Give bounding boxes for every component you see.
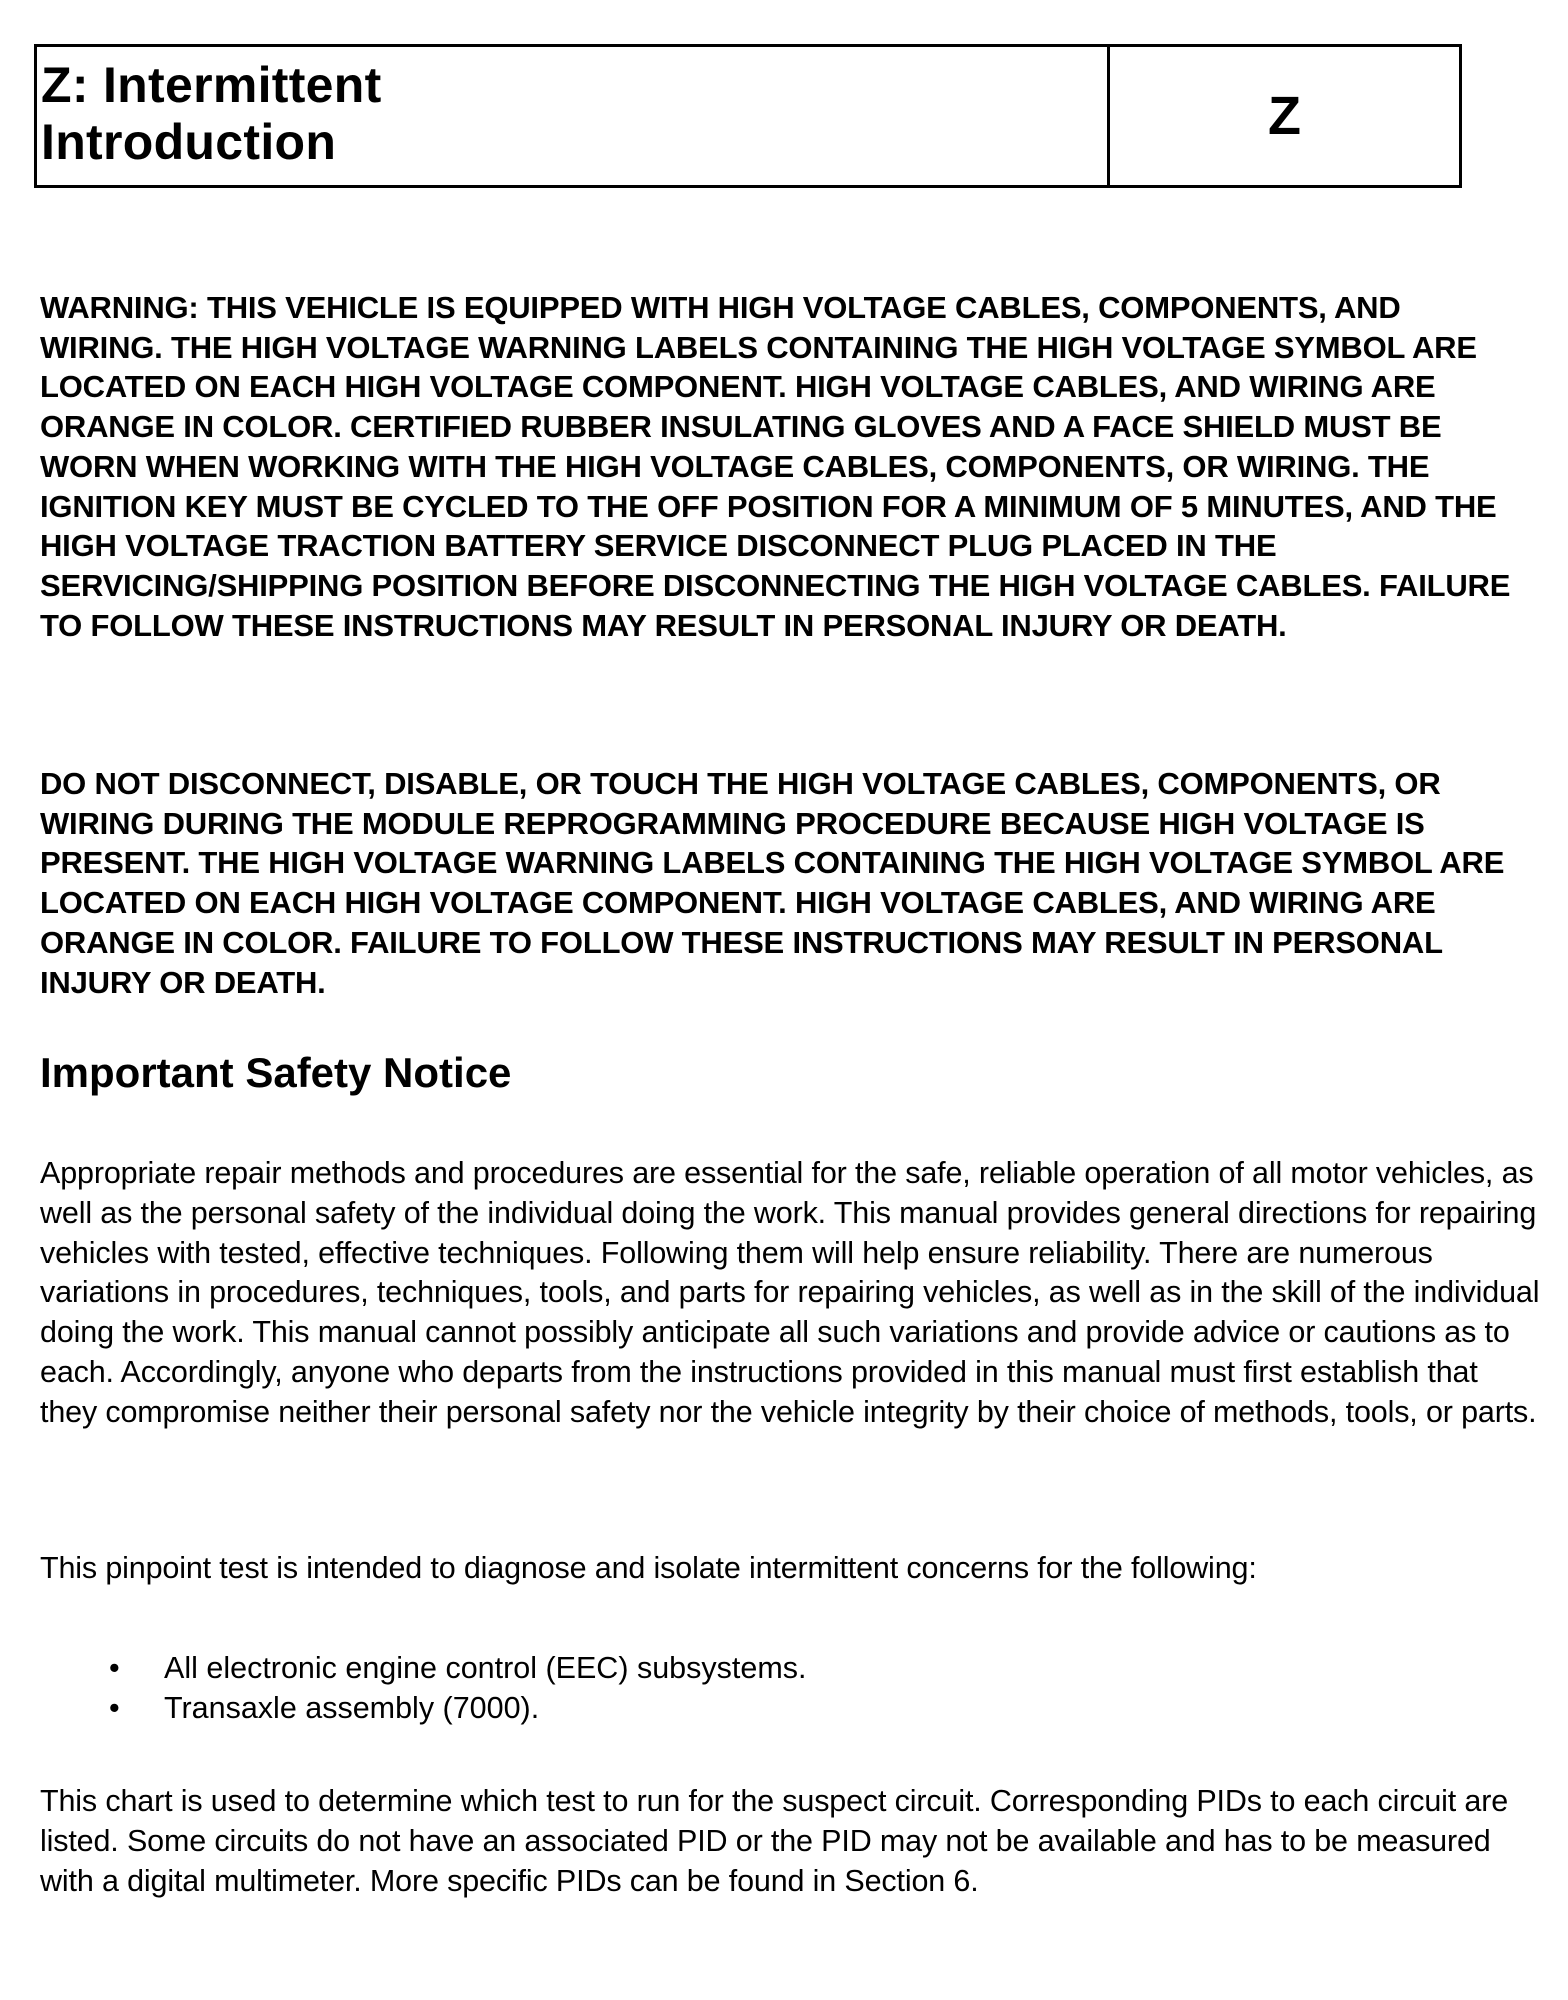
pinpoint-intro-text: This pinpoint test is intended to diagnose and isolate intermittent concerns for the following:	[40, 1551, 1257, 1585]
title-cell	[37, 47, 1110, 185]
bullet-icon: •	[109, 1651, 120, 1685]
concern-list	[100, 1648, 806, 1728]
list-item	[100, 1688, 806, 1728]
document-title-line2: Introduction	[41, 114, 337, 170]
safety-notice-heading: Important Safety Notice	[40, 1049, 512, 1096]
high-voltage-warning: WARNING: THIS VEHICLE IS EQUIPPED WITH HIGH VOLTAGE CABLES, COMPONENTS, AND WIRING. THE HIGH VOLTAGE WARNING LABELS CONTAINING THE HIGH VOLTAGE SYMBOL ARE LOCATED ON EACH HIGH VOLTAGE COMPONENT. HIGH VOLTAGE CABLES, AND WIRING ARE ORANGE IN COLOR. CERTIFIED RUBBER INSULATING GLOVES AND A FACE SHIELD MUST BE WORN WHEN WORKING WITH THE HIGH VOLTAGE CABLES, COMPONENTS, OR WIRING. THE IGNITION KEY MUST BE CYCLED TO THE OFF POSITION FOR A MINIMUM OF 5 MINUTES, AND THE HIGH VOLTAGE TRACTION BATTERY SERVICE DISCONNECT PLUG PLACED IN THE SERVICING/SHIPPING POSITION BEFORE DISCONNECTING THE HIGH VOLTAGE CABLES. FAILURE TO FOLLOW THESE INSTRUCTIONS MAY RESULT IN PERSONAL INJURY OR DEATH.	[40, 290, 1511, 643]
chart-description-text: This chart is used to determine which test to run for the suspect circuit. Corresponding PIDs to each circuit are listed. Some circuits do not have an associated PID or the PID may not be available and has to be measured with a digital multimeter. More specific PIDs can be found in Section 6.	[40, 1784, 1509, 1898]
safety-notice-body: Appropriate repair methods and procedures are essential for the safe, reliable operation of all motor vehicles, as well as the personal safety of the individual doing the work. This manual provides general directions for repairing vehicles with tested, effective techniques. Following them will help ensure reliability. There are numerous variations in procedures, techniques, tools, and parts for repairing vehicles, as well as in the skill of the individual doing the work. This manual cannot possibly anticipate all such variations and provide advice or cautions as to each. Accordingly, anyone who departs from the instructions provided in this manual must first establish that they compromise neither their personal safety nor the vehicle integrity by their choice of methods, tools, or parts.	[40, 1156, 1540, 1429]
list-item	[100, 1648, 806, 1688]
list-item-text: All electronic engine control (EEC) subsystems.	[164, 1651, 807, 1685]
bullet-icon: •	[109, 1691, 120, 1725]
reprogramming-warning: DO NOT DISCONNECT, DISABLE, OR TOUCH THE HIGH VOLTAGE CABLES, COMPONENTS, OR WIRING DURING THE MODULE REPROGRAMMING PROCEDURE BECAUSE HIGH VOLTAGE IS PRESENT. THE HIGH VOLTAGE WARNING LABELS CONTAINING THE HIGH VOLTAGE SYMBOL ARE LOCATED ON EACH HIGH VOLTAGE COMPONENT. HIGH VOLTAGE CABLES, AND WIRING ARE ORANGE IN COLOR. FAILURE TO FOLLOW THESE INSTRUCTIONS MAY RESULT IN PERSONAL INJURY OR DEATH.	[40, 766, 1505, 1000]
section-code: Z	[1268, 86, 1301, 146]
document-title-line1: Z: Intermittent	[41, 57, 382, 113]
list-item-text: Transaxle assembly (7000).	[164, 1691, 540, 1725]
title-block	[34, 44, 1462, 188]
